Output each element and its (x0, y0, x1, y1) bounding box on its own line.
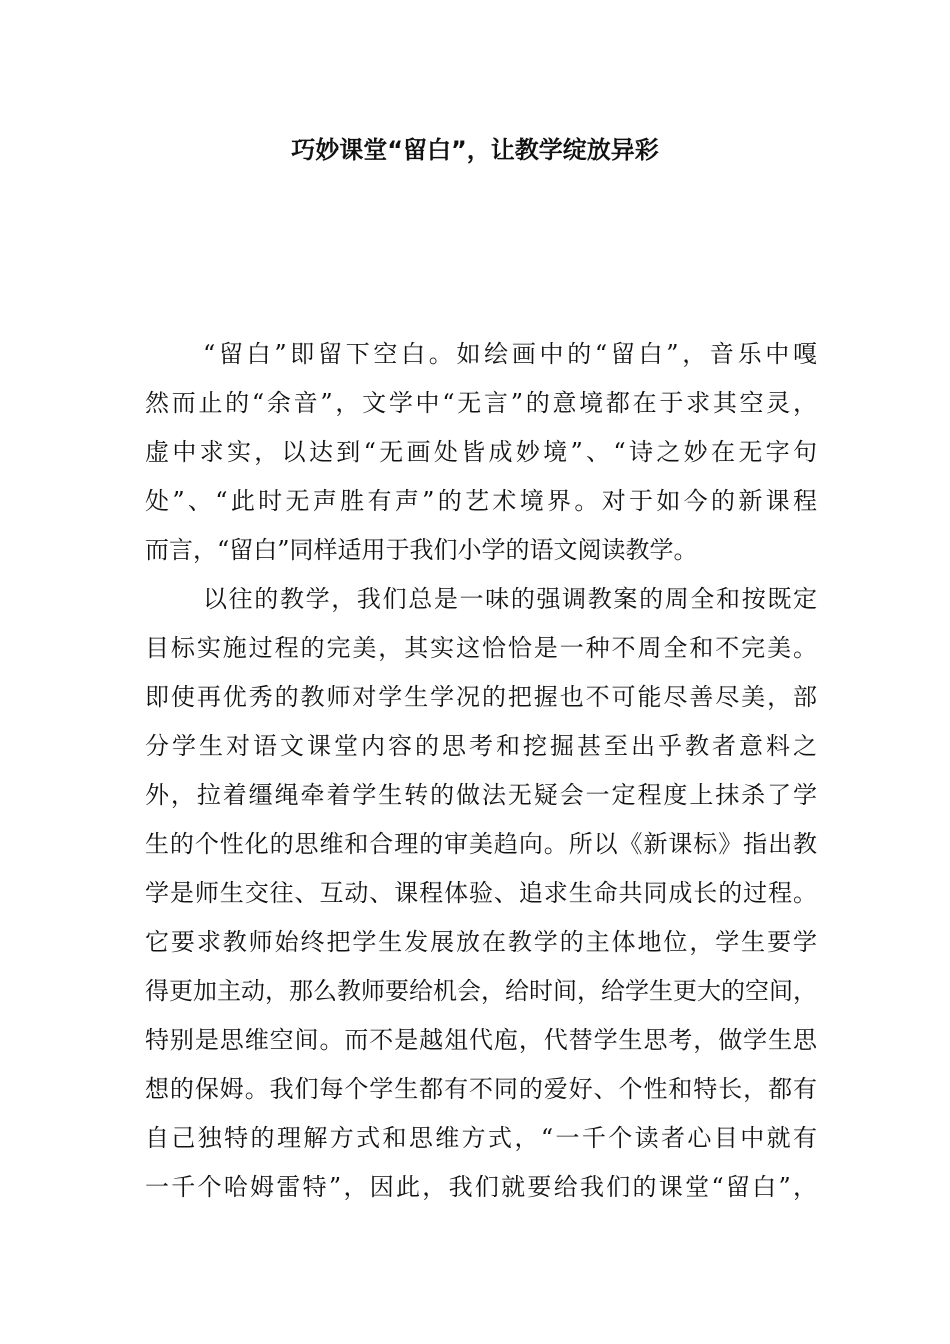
body-text-line: 它要求教师始终把学生发展放在教学的主体地位，学生要学 (145, 928, 817, 956)
document-title: 巧妙课堂“留白”，让教学绽放异彩 (291, 136, 659, 164)
body-text-line: 即使再优秀的教师对学生学况的把握也不可能尽善尽美，部 (145, 683, 817, 711)
body-text-line: 外，拉着缰绳牵着学生转的做法无疑会一定程度上抹杀了学 (145, 781, 817, 809)
body-text-line: 以往的教学，我们总是一味的强调教案的周全和按既定 (203, 585, 817, 613)
body-text-line: 然而止的“余音”，文学中“无言”的意境都在于求其空灵， (145, 389, 817, 417)
body-text-line: 想的保姆。我们每个学生都有不同的爱好、个性和特长，都有 (145, 1075, 817, 1103)
document-body (145, 330, 817, 1212)
body-text-line: 处”、“此时无声胜有声”的艺术境界。对于如今的新课程 (145, 487, 817, 515)
body-text-line: “留白”即留下空白。如绘画中的“留白”，音乐中嘎 (203, 340, 817, 368)
body-text-line: 特别是思维空间。而不是越俎代庖，代替学生思考，做学生思 (145, 1026, 817, 1054)
body-text-line: 得更加主动，那么教师要给机会，给时间，给学生更大的空间， (145, 977, 817, 1005)
body-text-line: 目标实施过程的完美，其实这恰恰是一种不周全和不完美。 (145, 634, 817, 662)
body-text-line: 自己独特的理解方式和思维方式，“一千个读者心目中就有 (145, 1124, 817, 1152)
body-text-line: 生的个性化的思维和合理的审美趋向。所以《新课标》指出教 (145, 830, 817, 858)
body-text-line: 分学生对语文课堂内容的思考和挖掘甚至出乎教者意料之 (145, 732, 817, 760)
body-text-line: 一千个哈姆雷特”，因此，我们就要给我们的课堂“留白”， (145, 1173, 817, 1201)
body-text-line: 而言，“留白”同样适用于我们小学的语文阅读教学。 (145, 536, 698, 564)
body-text-line: 学是师生交往、互动、课程体验、追求生命共同成长的过程。 (145, 879, 817, 907)
body-text-line: 虚中求实，以达到“无画处皆成妙境”、“诗之妙在无字句 (145, 438, 817, 466)
